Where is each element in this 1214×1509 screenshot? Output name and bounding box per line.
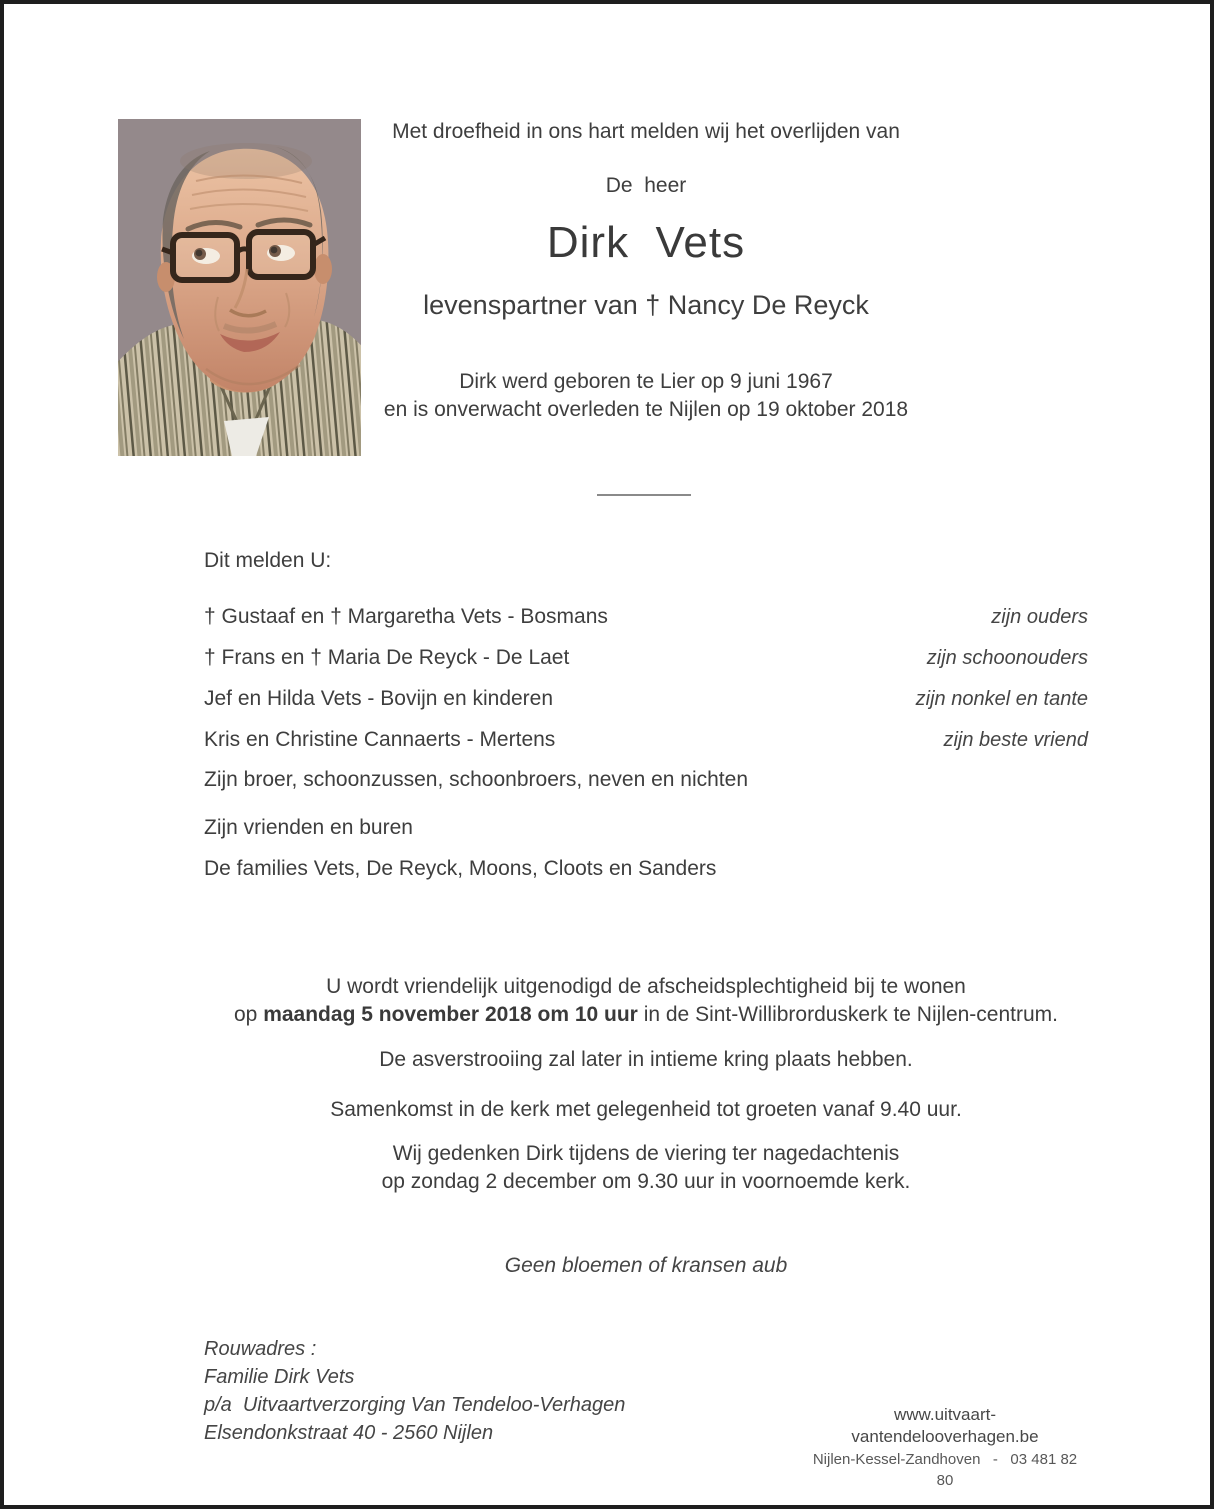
family-relation: zijn ouders <box>991 606 1088 628</box>
funeral-home-website: www.uitvaart-vantendelooverhagen.be <box>851 1405 1039 1446</box>
family-names: Jef en Hilda Vets - Bovijn en kinderen <box>204 687 554 710</box>
birth-line: Dirk werd geboren te Lier op 9 juni 1967 <box>459 370 833 393</box>
family-names: De families Vets, De Reyck, Moons, Cloots en Sanders <box>204 857 717 880</box>
mourning-address-line: Familie Dirk Vets <box>204 1366 355 1388</box>
family-relation: zijn schoonouders <box>926 647 1088 669</box>
family-row <box>204 855 1088 883</box>
memorial-line-2: op zondag 2 december om 9.30 uur in voornoemde kerk. <box>381 1170 911 1193</box>
family-names: Zijn broer, schoonzussen, schoonbroers, neven en nichten <box>204 768 749 791</box>
family-row <box>204 814 1088 842</box>
deceased-name: Dirk Vets <box>546 218 746 267</box>
divider <box>597 494 691 496</box>
funeral-home-info <box>804 1404 1086 1491</box>
gathering-line: Samenkomst in de kerk met gelegenheid tot groeten vanaf 9.40 uur. <box>330 1098 962 1121</box>
invitation-line-2-pre: op <box>234 1003 264 1026</box>
family-relation: zijn beste vriend <box>943 729 1088 751</box>
invitation-line-2-post: in de Sint-Willibrorduskerk te Nijlen-centrum. <box>637 1003 1058 1026</box>
announcement-heading: Dit melden U: <box>204 549 332 572</box>
invitation-line-2 <box>204 1001 1088 1029</box>
memorial-line-1: Wij gedenken Dirk tijdens de viering ter nagedachtenis <box>392 1142 900 1165</box>
no-flowers-line: Geen bloemen of kransen aub <box>504 1254 788 1277</box>
ash-scattering-line: De asverstrooiing zal later in intieme kring plaats hebben. <box>379 1048 913 1071</box>
salutation-line: De heer <box>605 174 687 197</box>
mourning-address-line: Elsendonkstraat 40 - 2560 Nijlen <box>204 1422 494 1444</box>
intro-line: Met droefheid in ons hart melden wij het overlijden van <box>392 120 900 143</box>
family-names: Zijn vrienden en buren <box>204 816 413 839</box>
family-row <box>204 766 1088 794</box>
funeral-home-locations-phone: Nijlen-Kessel-Zandhoven - 03 481 82 80 <box>812 1451 1082 1489</box>
invitation-date-time: maandag 5 november 2018 om 10 uur <box>263 1003 638 1026</box>
family-names: † Gustaaf en † Margaretha Vets - Bosmans <box>204 605 608 628</box>
invitation-line-1: U wordt vriendelijk uitgenodigd de afscheidsplechtigheid bij te wonen <box>326 975 966 998</box>
family-row <box>204 726 1088 754</box>
family-names: Kris en Christine Cannaerts - Mertens <box>204 728 556 751</box>
family-row <box>204 644 1088 672</box>
card-content <box>204 4 1088 1505</box>
death-line: en is onverwacht overleden te Nijlen op 19 oktober 2018 <box>383 398 909 421</box>
family-row <box>204 603 1088 631</box>
mourning-address-line: p/a Uitvaartverzorging Van Tendeloo-Verhagen <box>204 1394 626 1416</box>
family-row <box>204 685 1088 713</box>
mourning-address-label: Rouwadres : <box>204 1338 317 1360</box>
family-relation: zijn nonkel en tante <box>915 688 1088 710</box>
family-names: † Frans en † Maria De Reyck - De Laet <box>204 646 570 669</box>
partner-line: levenspartner van † Nancy De Reyck <box>423 290 869 320</box>
